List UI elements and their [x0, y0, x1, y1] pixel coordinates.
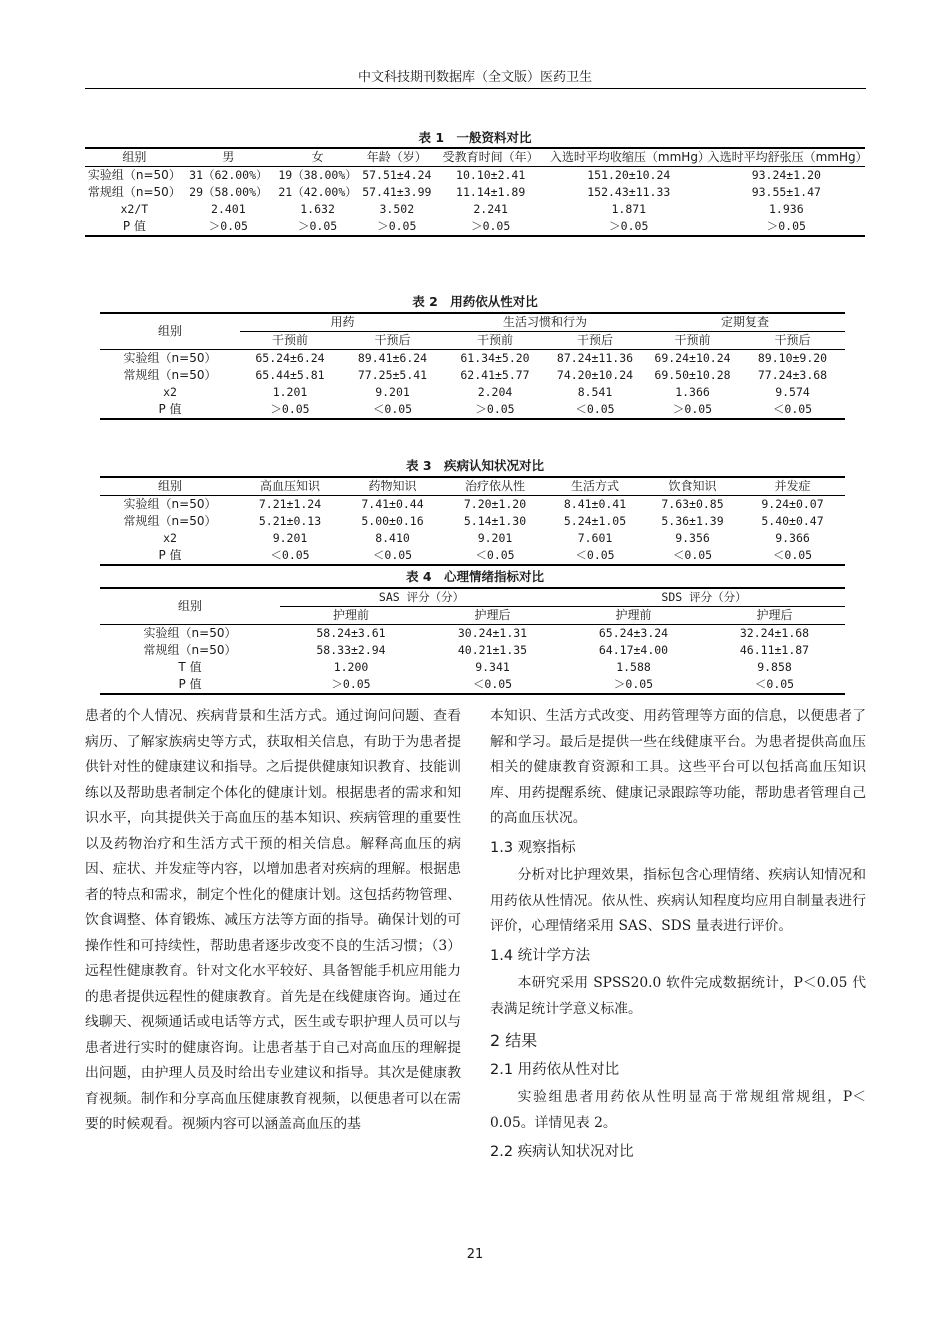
table4-caption: 表 4 心理情绪指标对比: [405, 569, 545, 584]
table-cell: 152.43±11.33: [587, 185, 671, 199]
table2-group-header: 定期复查: [645, 313, 845, 332]
table-cell: 87.24±11.36: [556, 351, 634, 365]
table-cell: 89.10±9.20: [757, 351, 828, 365]
right-column: [490, 704, 866, 1168]
table-cell: 实验组（n=50）: [123, 351, 217, 365]
table-cell: 实验组（n=50）: [123, 497, 217, 511]
table-cell: 1.366: [675, 385, 710, 399]
table-cell: ＞0.05: [240, 401, 340, 419]
left-column: [85, 704, 461, 1138]
table-cell: 93.55±1.47: [751, 185, 821, 199]
table-cell: ＜0.05: [545, 547, 645, 565]
table-cell: ＜0.05: [240, 547, 340, 565]
table-cell: ＞0.05: [563, 676, 704, 694]
table-row: [100, 625, 845, 643]
section-heading: 1.4 统计学方法: [490, 947, 591, 964]
table-cell: 77.25±5.41: [357, 368, 428, 382]
table-cell: 7.21±1.24: [258, 497, 322, 511]
table2-sub-header: 干预前: [645, 332, 740, 350]
table4-group-row: [100, 588, 845, 607]
table2-group-header: 生活习惯和行为: [445, 313, 645, 332]
table-cell: 2.241: [473, 202, 508, 216]
table-cell: 58.24±3.61: [316, 626, 386, 640]
table-cell: 65.24±6.24: [255, 351, 325, 365]
table3-header: 高血压知识: [240, 477, 340, 496]
table2: [100, 312, 845, 420]
table1-header: 受教育时间（年）: [431, 148, 549, 167]
section-heading: 2.2 疾病认知状况对比: [490, 1144, 634, 1160]
table-cell: 3.502: [379, 202, 415, 216]
table-cell: 1.588: [616, 660, 651, 674]
section-heading: 2.1 用药依从性对比: [490, 1061, 620, 1078]
table-cell: 31（62.00%）: [189, 168, 268, 182]
table-cell: 2.204: [477, 385, 513, 399]
table-cell: ＞0.05: [708, 218, 865, 236]
body-paragraph: 分析对比护理效果，指标包含心理情绪、疾病认知情况和用药依从性情况。依从性、疾病认知程度均应用自制量表进行评价，心理情绪采用 SAS、SDS 量表进行评价。: [490, 867, 866, 934]
table-cell: 65.24±3.24: [598, 626, 669, 640]
table-cell: ＜0.05: [340, 401, 445, 419]
table-cell: 21（42.00%）: [278, 185, 357, 199]
table3-header: 生活方式: [545, 477, 645, 496]
table4-sub-header: 护理前: [280, 607, 422, 625]
table-cell: 40.21±1.35: [457, 643, 528, 657]
table-cell: ＜0.05: [340, 547, 445, 565]
table-cell: ＞0.05: [550, 218, 708, 236]
table-cell: 5.00±0.16: [361, 514, 424, 528]
table1-header: 入选时平均舒张压（mmHg）: [708, 148, 865, 167]
table4-sub-header: 护理后: [422, 607, 563, 625]
table-cell: 9.201: [477, 531, 513, 545]
table-cell: 9.24±0.07: [761, 497, 824, 511]
table-cell: 8.41±0.41: [563, 497, 627, 511]
table-row: [100, 547, 845, 565]
table-row: [100, 659, 845, 676]
table-cell: ＜0.05: [422, 676, 563, 694]
table-cell: 151.20±10.24: [587, 168, 671, 182]
table2-sub-header: 干预后: [340, 332, 445, 350]
table-cell: ＞0.05: [645, 401, 740, 419]
table3-header: 并发症: [740, 477, 845, 496]
table-row: [100, 676, 845, 694]
table4-group-header: SAS 评分（分）: [280, 588, 563, 607]
table-cell: 58.33±2.94: [316, 643, 386, 657]
table3-header: 组别: [100, 477, 240, 496]
table-cell: ＞0.05: [280, 676, 422, 694]
table-row: [100, 384, 845, 401]
table-cell: 常规组（n=50）: [123, 514, 217, 528]
table-cell: 5.21±0.13: [258, 514, 322, 528]
table-cell: 1.632: [300, 202, 335, 216]
table-row: [100, 401, 845, 419]
table-cell: ＞0.05: [445, 401, 545, 419]
table2-group-label: 组别: [100, 313, 240, 350]
table-cell: 5.14±1.30: [463, 514, 527, 528]
table-row: [100, 496, 845, 514]
table-cell: ＞0.05: [184, 218, 273, 236]
table-cell: 30.24±1.31: [457, 626, 528, 640]
page-number: 21: [466, 1247, 484, 1262]
table1-header: 男: [184, 148, 273, 167]
table-cell: 9.356: [675, 531, 710, 545]
table-cell: 1.201: [272, 385, 308, 399]
table-row: [85, 184, 865, 201]
table-row: [100, 530, 845, 547]
table-cell: 61.34±5.20: [460, 351, 530, 365]
table-cell: 29（58.00%）: [189, 185, 268, 199]
table-cell: P 值: [100, 676, 280, 694]
section-heading: 1.3 观察指标: [490, 839, 576, 856]
table-cell: ＜0.05: [445, 547, 545, 565]
table1-caption: 表 1 一般资料对比: [418, 130, 532, 145]
table2-group-header: 用药: [240, 313, 445, 332]
table-cell: 5.40±0.47: [761, 514, 824, 528]
table-cell: 9.858: [757, 660, 792, 674]
table-cell: 2.401: [211, 202, 246, 216]
table1-header: 入选时平均收缩压（mmHg）: [550, 148, 708, 167]
table-cell: ＞0.05: [273, 218, 362, 236]
table-cell: 9.201: [375, 385, 410, 399]
table-cell: T 值: [178, 660, 202, 674]
table-cell: 9.366: [775, 531, 810, 545]
table-cell: 实验组（n=50）: [87, 168, 181, 182]
table-cell: 5.24±1.05: [563, 514, 627, 528]
table-cell: 57.41±3.99: [362, 185, 432, 199]
table-cell: 46.11±1.87: [739, 643, 810, 657]
table-cell: 5.36±1.39: [661, 514, 724, 528]
table-cell: ＜0.05: [740, 401, 845, 419]
table-cell: 64.17±4.00: [598, 643, 669, 657]
table1-header-row: [85, 148, 865, 167]
table3-header: 饮食知识: [645, 477, 740, 496]
table4-group-label: 组别: [100, 588, 280, 625]
table3-header-row: [100, 477, 845, 496]
table-cell: P 值: [100, 401, 240, 419]
table2-group-row: [100, 313, 845, 332]
table-cell: ＜0.05: [645, 547, 740, 565]
table1: [85, 147, 868, 237]
table-cell: 19（38.00%）: [278, 168, 357, 182]
table-cell: 69.24±10.24: [654, 351, 731, 365]
table-cell: 10.10±2.41: [456, 168, 526, 182]
section-heading: 2 结果: [490, 1031, 538, 1050]
table-cell: 93.24±1.20: [751, 168, 821, 182]
table-cell: 7.63±0.85: [661, 497, 724, 511]
table-row: [100, 350, 845, 368]
table3-header: 治疗依从性: [445, 477, 545, 496]
table-row: [85, 201, 865, 218]
table-cell: x2: [163, 385, 177, 399]
table3-header: 药物知识: [340, 477, 445, 496]
table4-sub-header: 护理后: [704, 607, 845, 625]
table2-sub-header: 干预后: [740, 332, 845, 350]
table2-sub-header: 干预前: [445, 332, 545, 350]
table-cell: 7.601: [577, 531, 613, 545]
table-cell: 9.201: [272, 531, 308, 545]
table2-sub-header: 干预前: [240, 332, 340, 350]
table-cell: 74.20±10.24: [556, 368, 634, 382]
table-cell: P 值: [85, 218, 184, 236]
header-rule: [85, 88, 866, 89]
table-cell: ＞0.05: [362, 218, 431, 236]
table-cell: 9.574: [775, 385, 810, 399]
table-cell: ＞0.05: [431, 218, 549, 236]
table1-header: 年龄（岁）: [362, 148, 431, 167]
table4: [100, 587, 845, 695]
table-cell: 9.341: [475, 660, 510, 674]
body-paragraph: 实验组患者用药依从性明显高于常规组常规组，P＜0.05。详情见表 2。: [490, 1089, 866, 1131]
table-cell: x2: [163, 531, 177, 545]
table-cell: 7.20±1.20: [463, 497, 527, 511]
table-cell: ＜0.05: [704, 676, 845, 694]
table-cell: 常规组（n=50）: [87, 185, 181, 199]
table-cell: 1.200: [333, 660, 369, 674]
table-cell: 8.410: [375, 531, 410, 545]
table-row: [100, 513, 845, 530]
table-cell: 1.936: [769, 202, 804, 216]
table-cell: 实验组（n=50）: [143, 626, 237, 640]
table4-sub-header: 护理前: [563, 607, 704, 625]
table-cell: 11.14±1.89: [456, 185, 526, 199]
table-cell: 7.41±0.44: [361, 497, 424, 511]
table-cell: 32.24±1.68: [739, 626, 810, 640]
table-row: [85, 218, 865, 236]
table-cell: 62.41±5.77: [460, 368, 530, 382]
table1-header: 组别: [85, 148, 184, 167]
body-paragraph: 本知识、生活方式改变、用药管理等方面的信息，以便患者了解和学习。最后是提供一些在线健康平台。为患者提供高血压相关的健康教育资源和工具。这些平台可以包括高血压知识库、用药提醒系统、健康记录跟踪等功能，帮助患者管理自己的高血压状况。: [490, 708, 866, 826]
table-cell: 1.871: [611, 202, 647, 216]
table-cell: 57.51±4.24: [362, 168, 432, 182]
table-cell: 常规组（n=50）: [143, 643, 237, 657]
table2-caption: 表 2 用药依从性对比: [412, 294, 538, 309]
table4-group-header: SDS 评分（分）: [563, 588, 845, 607]
table-cell: 77.24±3.68: [757, 368, 828, 382]
table-cell: 常规组（n=50）: [123, 368, 217, 382]
body-paragraph: 本研究采用 SPSS20.0 软件完成数据统计，P＜0.05 代表满足统计学意义标准。: [490, 975, 866, 1017]
journal-header: 中文科技期刊数据库（全文版）医药卫生: [357, 70, 592, 85]
table-row: [100, 367, 845, 384]
table-cell: 69.50±10.28: [654, 368, 731, 382]
table-cell: ＜0.05: [545, 401, 645, 419]
table2-sub-header: 干预后: [545, 332, 645, 350]
table-cell: x2/T: [120, 202, 149, 216]
table-cell: P 值: [100, 547, 240, 565]
table1-header: 女: [273, 148, 362, 167]
table-cell: 65.44±5.81: [255, 368, 325, 382]
table-cell: 89.41±6.24: [357, 351, 428, 365]
table-row: [85, 167, 865, 185]
table-cell: ＜0.05: [740, 547, 845, 565]
body-paragraph: 患者的个人情况、疾病背景和生活方式。通过询问问题、查看病历、了解家族病史等方式，获取相关信息，有助于为患者提供针对性的健康建议和指导。之后提供健康知识教育、技能训练以及帮助患者制定个体化的健康计划。根据患者的需求和知识水平，向其提供关于高血压的基本知识、疾病管理的重要性以及药物治疗和生活方式干预的相关信息。解释高血压的病因、症状、并发症等内容，以增加患者对疾病的理解。根据患者的特点和需求，制定个性化的健康计划。这包括药物管理、饮食调整、体育锻炼、减压方法等方面的指导。确保计划的可操作性和可持续性，帮助患者逐步改变不良的生活习惯；（3）远程性健康教育。针对文化水平较好、具备智能手机应用能力的患者提供远程性的健康教育。首先是在线健康咨询。通过在线聊天、视频通话或电话等方式，医生或专职护理人员可以与患者进行实时的健康咨询。让患者基于自己对高血压的理解提出问题，由护理人员及时给出专业建议和指导。其次是健康教育视频。制作和分享高血压健康教育视频，以便患者可以在需要的时候观看。视频内容可以涵盖高血压的基: [85, 708, 461, 1132]
table3-caption: 表 3 疾病认知状况对比: [405, 458, 545, 473]
table-cell: 8.541: [577, 385, 613, 399]
table3: [100, 476, 845, 566]
table-row: [100, 642, 845, 659]
